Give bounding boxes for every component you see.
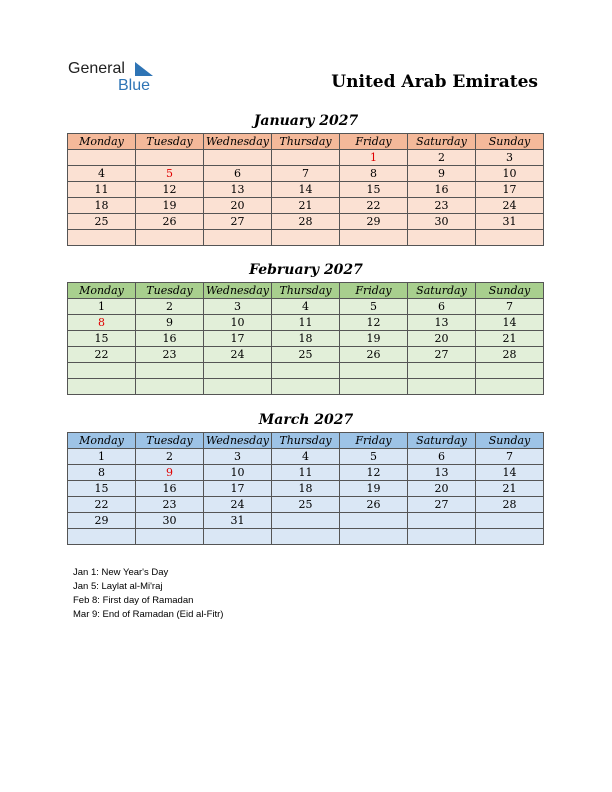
day-cell: [136, 363, 204, 379]
day-cell: [272, 363, 340, 379]
day-cell: 16: [408, 182, 476, 198]
week-row: [68, 182, 544, 198]
week-row: [68, 513, 544, 529]
day-cell: 25: [68, 214, 136, 230]
day-cell: [68, 379, 136, 395]
day-cell: 5: [340, 449, 408, 465]
day-cell: 19: [136, 198, 204, 214]
day-cell: [476, 379, 544, 395]
weekday-header: Wednesday: [204, 433, 272, 449]
day-cell: [476, 363, 544, 379]
day-cell: 21: [476, 481, 544, 497]
day-cell: [204, 529, 272, 545]
weekday-header: Thursday: [272, 283, 340, 299]
week-row: [68, 529, 544, 545]
logo-blue-text: Blue: [118, 77, 151, 94]
week-row: [68, 363, 544, 379]
day-cell: [68, 529, 136, 545]
day-cell: [136, 230, 204, 246]
day-cell: 10: [204, 315, 272, 331]
day-cell: [204, 230, 272, 246]
week-row: [68, 230, 544, 246]
day-cell: 6: [408, 449, 476, 465]
day-cell: 13: [408, 465, 476, 481]
day-cell: 20: [408, 481, 476, 497]
day-cell: 18: [272, 481, 340, 497]
week-row: [68, 331, 544, 347]
day-cell: 10: [476, 166, 544, 182]
day-cell: 24: [204, 497, 272, 513]
day-cell: 9: [408, 166, 476, 182]
weekday-header: Saturday: [408, 283, 476, 299]
day-cell: [272, 150, 340, 166]
day-cell: 23: [408, 198, 476, 214]
day-cell: [476, 513, 544, 529]
day-cell: 3: [204, 449, 272, 465]
weekday-header: Saturday: [408, 433, 476, 449]
day-cell: 14: [272, 182, 340, 198]
day-cell: [340, 363, 408, 379]
week-row: [68, 198, 544, 214]
day-cell: 4: [272, 299, 340, 315]
week-row: [68, 465, 544, 481]
calendar-march: [67, 432, 544, 545]
day-cell: 2: [408, 150, 476, 166]
holiday-note: Mar 9: End of Ramadan (Eid al-Fitr): [73, 609, 224, 620]
weekday-header: Sunday: [476, 433, 544, 449]
holiday-note: Feb 8: First day of Ramadan: [73, 595, 194, 606]
day-cell: 16: [136, 331, 204, 347]
day-cell: 19: [340, 481, 408, 497]
day-cell: [408, 529, 476, 545]
day-cell: 23: [136, 497, 204, 513]
day-cell: 28: [476, 497, 544, 513]
week-row: [68, 150, 544, 166]
day-cell: 24: [476, 198, 544, 214]
day-cell: 7: [272, 166, 340, 182]
country-title: United Arab Emirates: [331, 72, 538, 92]
day-cell: 20: [408, 331, 476, 347]
calendar-body: [68, 299, 544, 395]
day-cell: [476, 230, 544, 246]
day-cell: [340, 529, 408, 545]
calendar-february: [67, 282, 544, 395]
weekday-header: Tuesday: [136, 134, 204, 150]
calendar-body: [68, 150, 544, 246]
month-title-january: January 2027: [253, 113, 359, 129]
week-row: [68, 379, 544, 395]
day-cell: 3: [204, 299, 272, 315]
day-cell: 22: [68, 497, 136, 513]
day-cell: 31: [476, 214, 544, 230]
day-cell: 10: [204, 465, 272, 481]
day-cell: [272, 513, 340, 529]
day-cell: 14: [476, 465, 544, 481]
weekday-header: Sunday: [476, 134, 544, 150]
day-cell: [136, 150, 204, 166]
day-cell: [68, 363, 136, 379]
day-cell: [204, 150, 272, 166]
day-cell: [136, 379, 204, 395]
day-cell: [68, 230, 136, 246]
day-cell: 18: [272, 331, 340, 347]
week-row: [68, 315, 544, 331]
day-cell: 15: [340, 182, 408, 198]
weekday-header: Tuesday: [136, 283, 204, 299]
week-row: [68, 497, 544, 513]
day-cell: 28: [272, 214, 340, 230]
day-cell: 25: [272, 347, 340, 363]
logo-general-text: General: [68, 60, 125, 77]
day-cell: 1: [68, 449, 136, 465]
day-cell: 22: [68, 347, 136, 363]
calendar-january: [67, 133, 544, 246]
month-title-march: March 2027: [258, 412, 354, 428]
day-cell: 27: [204, 214, 272, 230]
day-cell: 7: [476, 299, 544, 315]
day-cell: 9: [136, 465, 204, 481]
day-cell: [340, 230, 408, 246]
day-cell: [204, 363, 272, 379]
day-cell: [340, 513, 408, 529]
day-cell: 11: [272, 315, 340, 331]
week-row: [68, 166, 544, 182]
weekday-header: Monday: [68, 283, 136, 299]
day-cell: [272, 230, 340, 246]
day-cell: [408, 363, 476, 379]
day-cell: 25: [272, 497, 340, 513]
day-cell: 4: [68, 166, 136, 182]
holiday-notes: [73, 566, 223, 622]
weekday-header: Saturday: [408, 134, 476, 150]
weekday-header-row: [68, 134, 544, 150]
day-cell: 2: [136, 299, 204, 315]
day-cell: 3: [476, 150, 544, 166]
day-cell: [136, 529, 204, 545]
day-cell: 8: [68, 465, 136, 481]
holiday-note: Jan 5: Laylat al-Mi'raj: [73, 581, 163, 592]
day-cell: [272, 379, 340, 395]
week-row: [68, 299, 544, 315]
weekday-header: Wednesday: [204, 134, 272, 150]
week-row: [68, 347, 544, 363]
weekday-header: Monday: [68, 134, 136, 150]
day-cell: 9: [136, 315, 204, 331]
day-cell: [408, 230, 476, 246]
weekday-header: Friday: [340, 433, 408, 449]
weekday-header: Sunday: [476, 283, 544, 299]
week-row: [68, 214, 544, 230]
day-cell: 17: [204, 481, 272, 497]
day-cell: 19: [340, 331, 408, 347]
day-cell: 8: [340, 166, 408, 182]
day-cell: 12: [340, 465, 408, 481]
logo-triangle-icon: [135, 62, 153, 76]
day-cell: [272, 529, 340, 545]
day-cell: 26: [340, 347, 408, 363]
day-cell: 4: [272, 449, 340, 465]
day-cell: 26: [136, 214, 204, 230]
weekday-header-row: [68, 433, 544, 449]
day-cell: 15: [68, 481, 136, 497]
weekday-header: Thursday: [272, 134, 340, 150]
day-cell: 7: [476, 449, 544, 465]
day-cell: 2: [136, 449, 204, 465]
day-cell: 6: [408, 299, 476, 315]
weekday-header: Friday: [340, 134, 408, 150]
day-cell: 13: [408, 315, 476, 331]
day-cell: 11: [272, 465, 340, 481]
day-cell: 1: [68, 299, 136, 315]
month-title-february: February 2027: [249, 262, 363, 278]
day-cell: 21: [476, 331, 544, 347]
day-cell: [476, 529, 544, 545]
day-cell: 26: [340, 497, 408, 513]
day-cell: 5: [136, 166, 204, 182]
day-cell: 1: [340, 150, 408, 166]
day-cell: 5: [340, 299, 408, 315]
day-cell: [408, 379, 476, 395]
day-cell: [204, 379, 272, 395]
day-cell: 8: [68, 315, 136, 331]
day-cell: 22: [340, 198, 408, 214]
weekday-header: Friday: [340, 283, 408, 299]
day-cell: 28: [476, 347, 544, 363]
day-cell: [340, 379, 408, 395]
week-row: [68, 481, 544, 497]
day-cell: 23: [136, 347, 204, 363]
weekday-header: Tuesday: [136, 433, 204, 449]
day-cell: 27: [408, 347, 476, 363]
day-cell: [68, 150, 136, 166]
day-cell: 27: [408, 497, 476, 513]
day-cell: 29: [340, 214, 408, 230]
day-cell: 17: [476, 182, 544, 198]
day-cell: [408, 513, 476, 529]
calendar-body: [68, 449, 544, 545]
day-cell: 12: [136, 182, 204, 198]
day-cell: 29: [68, 513, 136, 529]
weekday-header-row: [68, 283, 544, 299]
day-cell: 20: [204, 198, 272, 214]
weekday-header: Wednesday: [204, 283, 272, 299]
day-cell: 31: [204, 513, 272, 529]
day-cell: 6: [204, 166, 272, 182]
day-cell: 30: [136, 513, 204, 529]
day-cell: 30: [408, 214, 476, 230]
weekday-header: Monday: [68, 433, 136, 449]
week-row: [68, 449, 544, 465]
day-cell: 16: [136, 481, 204, 497]
weekday-header: Thursday: [272, 433, 340, 449]
day-cell: 12: [340, 315, 408, 331]
holiday-note: Jan 1: New Year's Day: [73, 567, 169, 578]
logo: [68, 60, 168, 96]
day-cell: 18: [68, 198, 136, 214]
day-cell: 13: [204, 182, 272, 198]
day-cell: 21: [272, 198, 340, 214]
day-cell: 14: [476, 315, 544, 331]
day-cell: 17: [204, 331, 272, 347]
day-cell: 24: [204, 347, 272, 363]
day-cell: 15: [68, 331, 136, 347]
day-cell: 11: [68, 182, 136, 198]
